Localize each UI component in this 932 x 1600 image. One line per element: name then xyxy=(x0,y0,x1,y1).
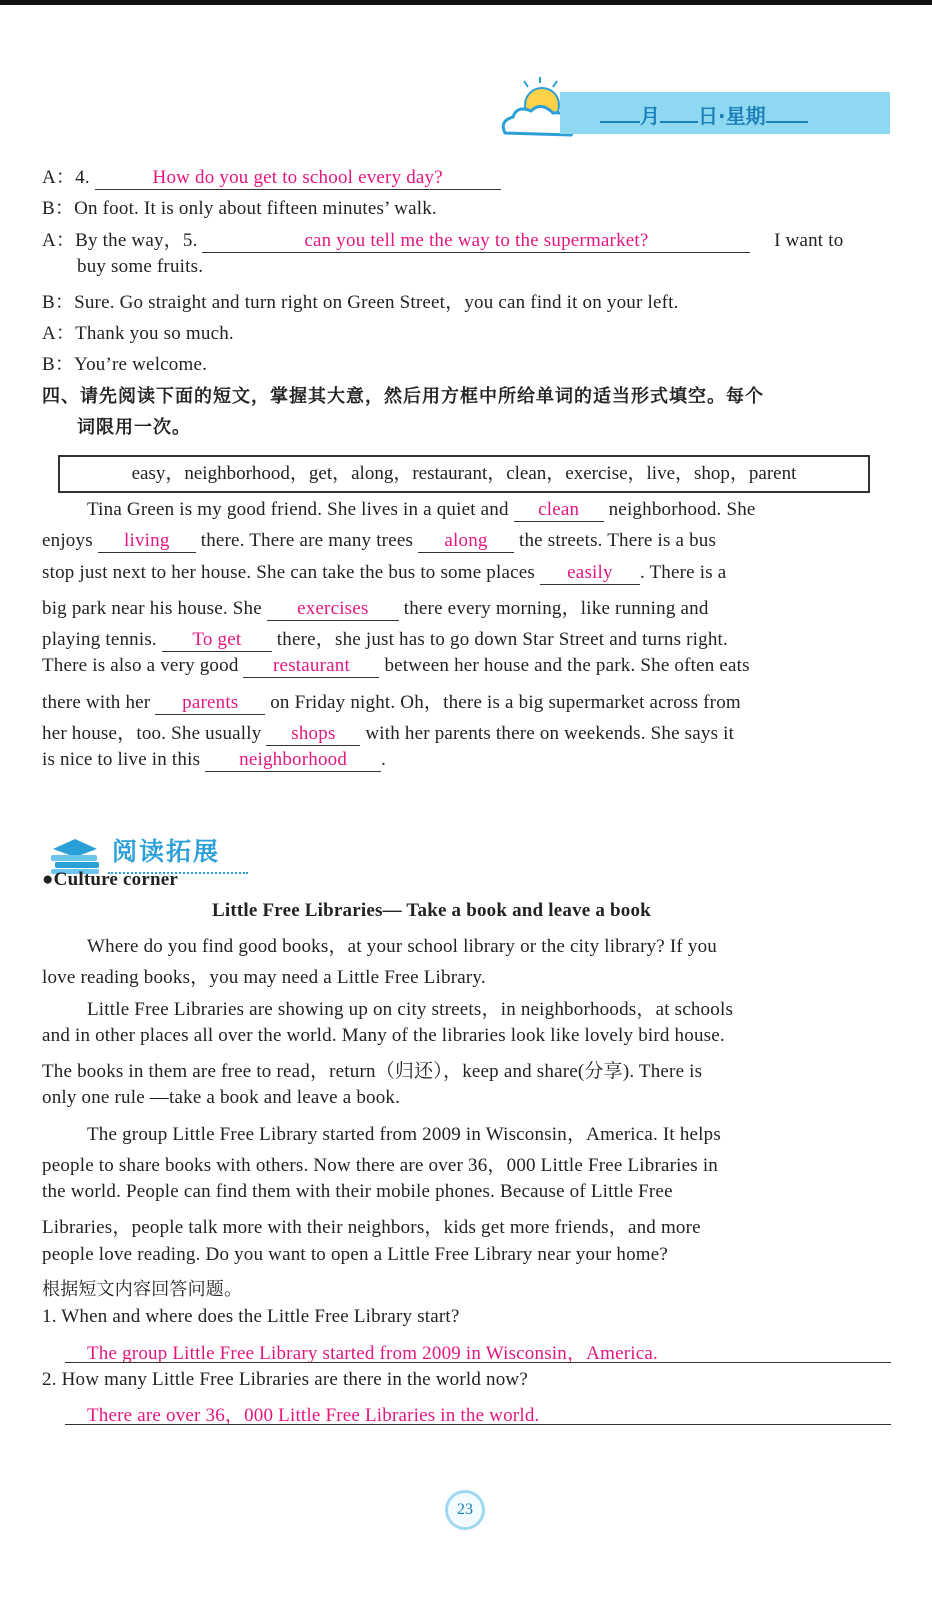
passage-line-1: Tina Green is my good friend. She lives in a quiet and clean neighborhood. She xyxy=(87,499,756,520)
answer-1-rule xyxy=(65,1362,891,1363)
answer-1: The group Little Free Library started from 2009 in Wisconsin，America. xyxy=(87,1343,658,1364)
dialogue-line-5: A：Thank you so much. xyxy=(42,323,234,344)
dialogue-line-3-cont: buy some fruits. xyxy=(77,256,204,277)
blank-to-get: To get xyxy=(162,629,272,652)
article-line-9: the world. People can find them with their mobile phones. Because of Little Free xyxy=(42,1181,673,1202)
answer-blank-5: can you tell me the way to the supermarket? xyxy=(202,230,750,253)
section4-instruction: 四、请先阅读下面的短文，掌握其大意，然后用方框中所给单词的适当形式填空。每个 xyxy=(42,386,764,407)
dialogue-line-3: A：By the way，5. can you tell me the way to the supermarket? I want to xyxy=(42,230,844,251)
passage-line-8: her house，too. She usually shops with her parents there on weekends. She says it xyxy=(42,723,735,744)
question-intro: 根据短文内容回答问题。 xyxy=(42,1279,243,1300)
article-title: Little Free Libraries— Take a book and leave a book xyxy=(212,900,651,921)
article-line-7: The group Little Free Library started from 2009 in Wisconsin，America. It helps xyxy=(87,1124,721,1145)
passage-line-4: big park near his house. She exercises there every morning，like running and xyxy=(42,598,709,619)
word-box: easy，neighborhood，get，along，restaurant，clean，exercise，live，shop，parent xyxy=(58,455,870,493)
section-title: 阅读拓展 xyxy=(112,837,221,866)
article-line-3: Little Free Libraries are showing up on city streets，in neighborhoods，at schools xyxy=(87,999,734,1020)
passage-line-5: playing tennis. To get there，she just has to go down Star Street and turns right. xyxy=(42,629,728,650)
answer-blank-4: How do you get to school every day? xyxy=(95,167,501,190)
section4-instruction-cont: 词限用一次。 xyxy=(77,417,191,438)
blank-restaurant: restaurant xyxy=(243,655,379,678)
article-line-8: people to share books with others. Now there are over 36，000 Little Free Libraries in xyxy=(42,1155,719,1176)
blank-shops: shops xyxy=(266,723,360,746)
article-line-2: love reading books，you may need a Little Free Library. xyxy=(42,967,486,988)
blank-clean: clean xyxy=(514,499,604,522)
passage-line-2: enjoys living there. There are many trees along the streets. There is a bus xyxy=(42,530,717,551)
passage-line-6: There is also a very good restaurant between her house and the park. She often eats xyxy=(42,655,750,676)
dialogue-line-6: B：You’re welcome. xyxy=(42,354,208,375)
blank-parents: parents xyxy=(155,692,265,715)
article-line-11: people love reading. Do you want to open a Little Free Library near your home? xyxy=(42,1244,669,1265)
passage-line-7: there with her parents on Friday night. Oh，there is a big supermarket across from xyxy=(42,692,741,713)
article-line-6: only one rule —take a book and leave a book. xyxy=(42,1087,401,1108)
dialogue-line-1: A：4. How do you get to school every day? xyxy=(42,162,501,190)
blank-exercises: exercises xyxy=(267,598,399,621)
passage-line-3: stop just next to her house. She can take the bus to some places easily . There is a xyxy=(42,562,727,583)
article-line-1: Where do you find good books，at your school library or the city library? If you xyxy=(87,936,717,957)
answer-2: There are over 36，000 Little Free Libraries in the world. xyxy=(87,1405,540,1426)
page-number: 23 xyxy=(445,1490,485,1530)
question-1: 1. When and where does the Little Free Library start? xyxy=(42,1306,460,1327)
culture-corner-label: ●Culture corner xyxy=(42,869,179,890)
dialogue-line-4: B：Sure. Go straight and turn right on Green Street，you can find it on your left. xyxy=(42,292,679,313)
date-field: 月 日·星期 xyxy=(600,100,808,129)
blank-living: living xyxy=(98,530,196,553)
answer-2-rule xyxy=(65,1424,891,1425)
article-line-4: and in other places all over the world. Many of the libraries look like lovely bird house. xyxy=(42,1025,725,1046)
article-line-10: Libraries，people talk more with their neighbors，kids get more friends，and more xyxy=(42,1217,701,1238)
blank-neighborhood: neighborhood xyxy=(205,749,381,772)
article-line-5: The books in them are free to read，return（归还），keep and share(分享). There is xyxy=(42,1061,703,1082)
dialogue-line-2: B：On foot. It is only about fifteen minutes’ walk. xyxy=(42,198,437,219)
passage-line-9: is nice to live in this neighborhood . xyxy=(42,749,387,770)
blank-along: along xyxy=(418,530,514,553)
question-2: 2. How many Little Free Libraries are there in the world now? xyxy=(42,1369,528,1390)
blank-easily: easily xyxy=(540,562,640,585)
top-border xyxy=(0,0,932,5)
